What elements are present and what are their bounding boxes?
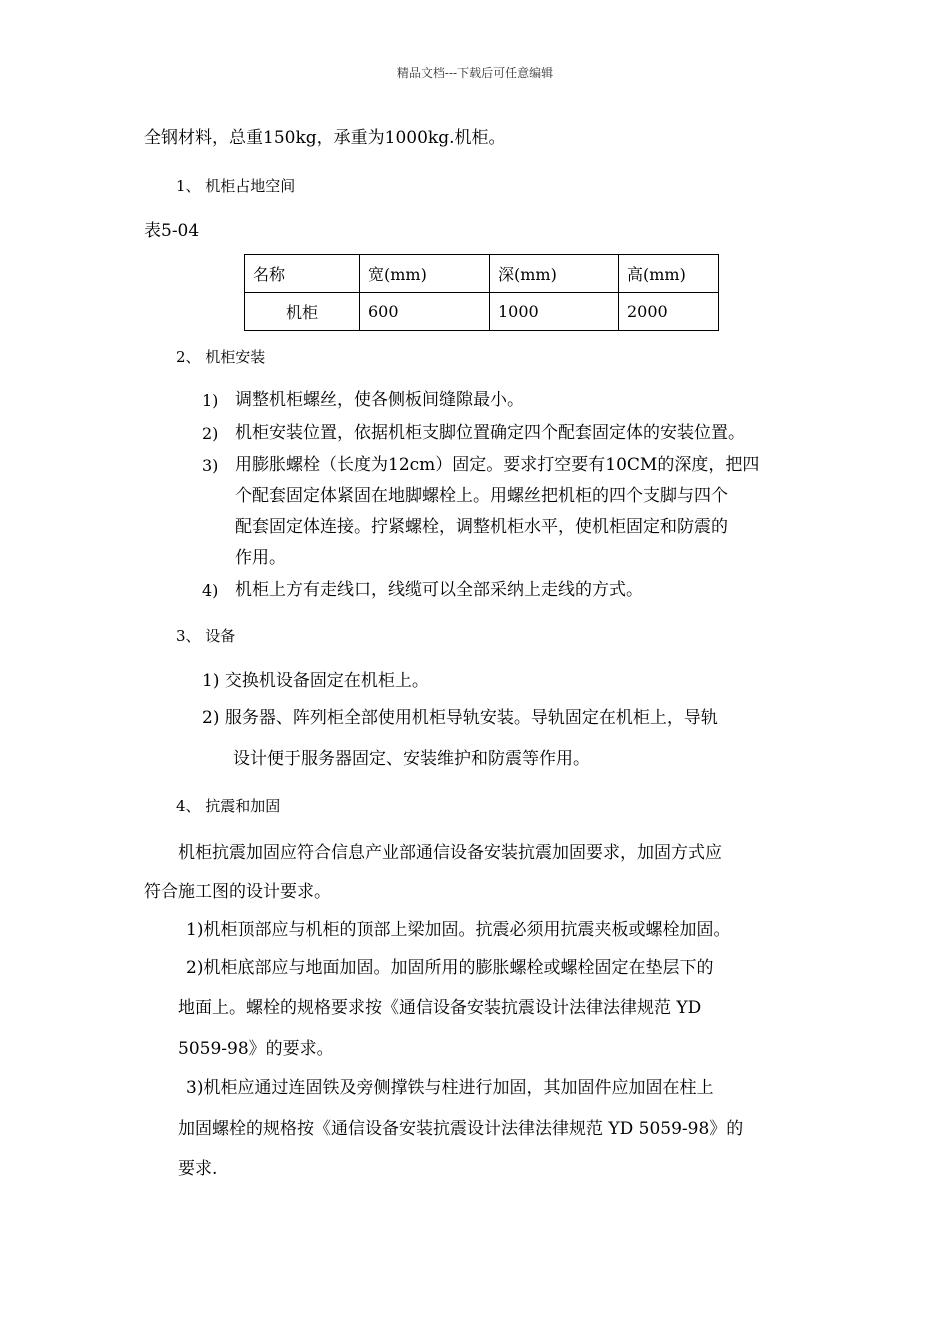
list-item-text: 个配套固定体紧固在地脚螺栓上。用螺丝把机柜的四个支脚与四个: [235, 486, 728, 506]
list-item-number: 4): [202, 581, 219, 600]
section-1-title: 1、 机柜占地空间: [176, 177, 296, 195]
list-item-text: 5059-98》的要求。: [178, 1039, 334, 1059]
list-item-text: 加固螺栓的规格按《通信设备安装抗震设计法律法律规范 YD 5059-98》的: [178, 1119, 744, 1139]
table-cell: 600: [360, 293, 490, 331]
paragraph-line: 符合施工图的设计要求。: [144, 882, 331, 902]
list-item-text: 2)机柜底部应与地面加固。加固所用的膨胀螺栓或螺栓固定在垫层下的: [186, 958, 714, 978]
table-header-cell: 名称: [245, 255, 360, 293]
list-item-text: 设计便于服务器固定、安装维护和防震等作用。: [233, 749, 590, 769]
intro-line: 全钢材料，总重150kg，承重为1000kg.机柜。: [144, 128, 506, 148]
table-header-cell: 深(mm): [490, 255, 619, 293]
table-row: [245, 293, 719, 331]
page-header: 精品文档---下载后可任意编辑: [396, 66, 554, 80]
table-header-cell: 宽(mm): [360, 255, 490, 293]
table-header-row: [245, 255, 719, 293]
spec-table: [244, 254, 719, 331]
section-2-title: 2、 机柜安装: [176, 348, 266, 366]
list-item-text: 配套固定体连接。拧紧螺栓，调整机柜水平，使机柜固定和防震的: [235, 517, 728, 537]
section-3-title: 3、 设备: [176, 627, 236, 645]
table-cell: 2000: [619, 293, 719, 331]
list-item-text: 作用。: [235, 548, 286, 568]
list-item-text: 1)机柜顶部应与机柜的顶部上梁加固。抗震必须用抗震夹板或螺栓加固。: [186, 920, 731, 940]
list-item-text: 调整机柜螺丝，使各侧板间缝隙最小。: [235, 390, 524, 410]
list-item-text: 2) 服务器、阵列柜全部使用机柜导轨安装。导轨固定在机柜上，导轨: [202, 708, 718, 728]
list-item-number: 3): [202, 456, 219, 475]
list-item-text: 1) 交换机设备固定在机柜上。: [202, 671, 429, 691]
list-item-text: 要求.: [178, 1159, 218, 1179]
section-4-title: 4、 抗震和加固: [176, 797, 281, 815]
list-item-number: 2): [202, 424, 219, 443]
table-caption: 表5-04: [144, 221, 200, 241]
paragraph-line: 机柜抗震加固应符合信息产业部通信设备安装抗震加固要求，加固方式应: [178, 843, 722, 863]
table-header-cell: 高(mm): [619, 255, 719, 293]
table-cell: 1000: [490, 293, 619, 331]
list-item-text: 用膨胀螺栓（长度为12cm）固定。要求打空要有10CM的深度，把四: [235, 455, 760, 475]
list-item-text: 3)机柜应通过连固铁及旁侧撑铁与柱进行加固，其加固件应加固在柱上: [186, 1078, 714, 1098]
list-item-number: 1): [202, 391, 219, 410]
list-item-text: 地面上。螺栓的规格要求按《通信设备安装抗震设计法律法律规范 YD: [178, 998, 702, 1018]
table-cell: 机柜: [245, 293, 360, 331]
list-item-text: 机柜安装位置，依据机柜支脚位置确定四个配套固定体的安装位置。: [235, 423, 745, 443]
list-item-text: 机柜上方有走线口，线缆可以全部采纳上走线的方式。: [235, 580, 643, 600]
